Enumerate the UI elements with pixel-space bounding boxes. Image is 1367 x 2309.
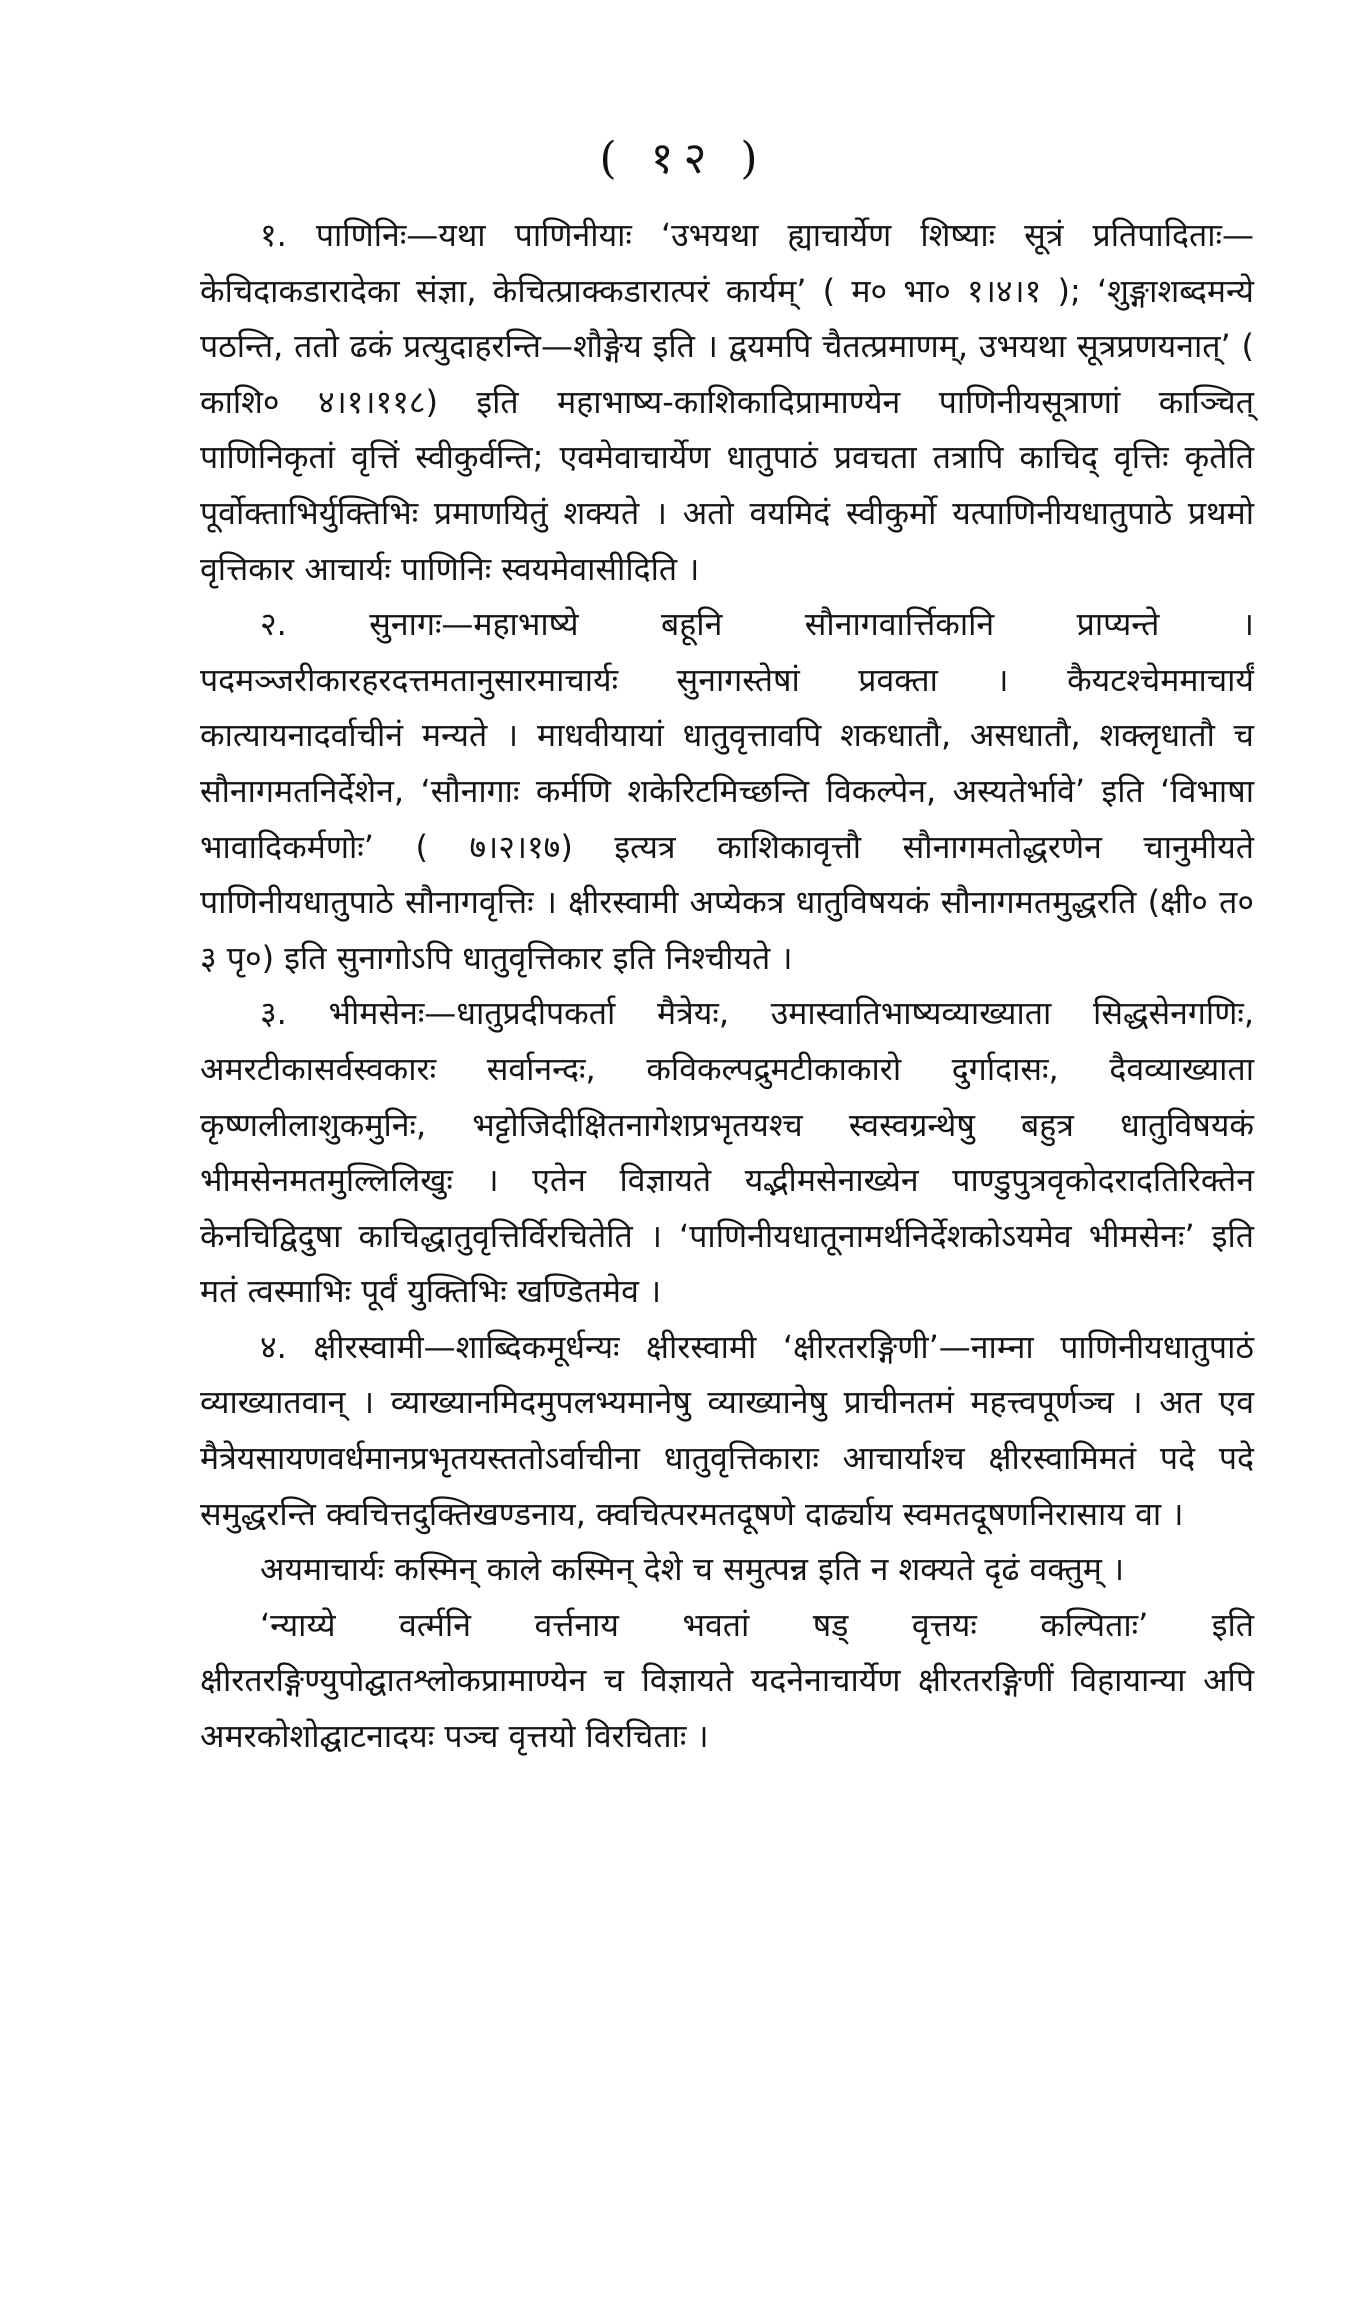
body-text — [200, 208, 1254, 1765]
paragraph-sunaga: २. सुनागः—महाभाष्ये बहूनि सौनागवार्त्तिकानि प्राप्यन्ते । पदमञ्जरीकारहरदत्तमतानुसारमाचार्यः सुनागस्तेषां प्रवक्ता । कैयटश्चेममाचार्यं कात्यायनादर्वाचीनं मन्यते । माधवीयायां धातुवृत्तावपि शकधातौ, असधातौ, शक्लृधातौ च सौनागमतनिर्देशेन, ‘सौनागाः कर्मणि शकेरिटमिच्छन्ति विकल्पेन, अस्यतेर्भावे’ इति ‘विभाषा भावादिकर्मणोः’ ( ७।२।१७) इत्यत्र काशिकावृत्तौ सौनागमतोद्धरणेन चानुमीयते पाणिनीयधातुपाठे सौनागवृत्तिः । क्षीरस्वामी अप्येकत्र धातुविषयकं सौनागमतमुद्धरति (क्षी० त० ३ पृ०) इति सुनागोऽपि धातुवृत्तिकार इति निश्चीयते । — [200, 605, 1254, 977]
paragraph-bhimasena: ३. भीमसेनः—धातुप्रदीपकर्ता मैत्रेयः, उमास्वातिभाष्यव्याख्याता सिद्धसेनगणिः, अमरटीकासर्वस्वकारः सर्वानन्दः, कविकल्पद्रुमटीकाकारो दुर्गादासः, दैवव्याख्याता कृष्णलीलाशुकमुनिः, भट्टोजिदीक्षितनागेशप्रभृतयश्च स्वस्वग्रन्थेषु बहुत्र धातुविषयकं भीमसेनमतमुल्लिलिखुः । एतेन विज्ञायते यद्भीमसेनाख्येन पाण्डुपुत्रवृकोदरादतिरिक्तेन केनचिद्विदुषा काचिद्धातुवृत्तिर्विरचितेति । ‘पाणिनीयधातूनामर्थनिर्देशकोऽयमेव भीमसेनः’ इति मतं त्वस्माभिः पूर्वं युक्तिभिः खण्डितमेव । — [200, 994, 1254, 1311]
paragraph-panini: १. पाणिनिः—यथा पाणिनीयाः ‘उभयथा ह्याचार्येण शिष्याः सूत्रं प्रतिपादिताः—केचिदाकडारादेका संज्ञा, केचित्प्राक्कडारात्परं कार्यम्’ ( म० भा० १।४।१ ); ‘शुङ्गाशब्दमन्ये पठन्ति, ततो ढकं प्रत्युदाहरन्ति—शौङ्गेय इति । द्वयमपि चैतत्प्रमाणम्, उभयथा सूत्रप्रणयनात्’ ( काशि० ४।१।११८) इति महाभाष्य-काशिकादिप्रामाण्येन पाणिनीयसूत्राणां काञ्चित् पाणिनिकृतां वृत्तिं स्वीकुर्वन्ति; एवमेवाचार्येण धातुपाठं प्रवचता तत्रापि काचिद् वृत्तिः कृतेति पूर्वोक्ताभिर्युक्तिभिः प्रमाणयितुं शक्यते । अतो वयमिदं स्वीकुर्मो यत्पाणिनीयधातुपाठे प्रथमो वृत्तिकार आचार्यः पाणिनिः स्वयमेवासीदिति । — [200, 216, 1254, 588]
paragraph-kshirasvami: ४. क्षीरस्वामी—शाब्दिकमूर्धन्यः क्षीरस्वामी ‘क्षीरतरङ्गिणी’—नाम्ना पाणिनीयधातुपाठं व्याख्यातवान् । व्याख्यानमिदमुपलभ्यमानेषु व्याख्यानेषु प्राचीनतमं महत्त्वपूर्णञ्च । अत एव मैत्रेयसायणवर्धमानप्रभृतयस्ततोऽर्वाचीना धातुवृत्तिकाराः आचार्याश्च क्षीरस्वामिमतं पदे पदे समुद्धरन्ति क्वचित्तदुक्तिखण्डनाय, क्वचित्परमतदूषणे दार्ढ्याय स्वमतदूषणनिरासाय वा । — [200, 1327, 1254, 1533]
paragraph-six-vrittis: ‘न्याय्ये वर्त्मनि वर्त्तनाय भवतां षड् वृत्तयः कल्पिताः’ इति क्षीरतरङ्गिण्युपोद्घातश्लोकप्रामाण्येन च विज्ञायते यदनेनाचार्येण क्षीरतरङ्गिणीं विहायान्या अपि अमरकोशोद्घाटनादयः पञ्च वृत्तयो विरचिताः । — [200, 1605, 1254, 1756]
paragraph-date-unknown: अयमाचार्यः कस्मिन् काले कस्मिन् देशे च समुत्पन्न इति न शक्यते दृढं वक्तुम् । — [260, 1550, 1125, 1589]
page-number: ( १२ ) — [599, 133, 768, 184]
